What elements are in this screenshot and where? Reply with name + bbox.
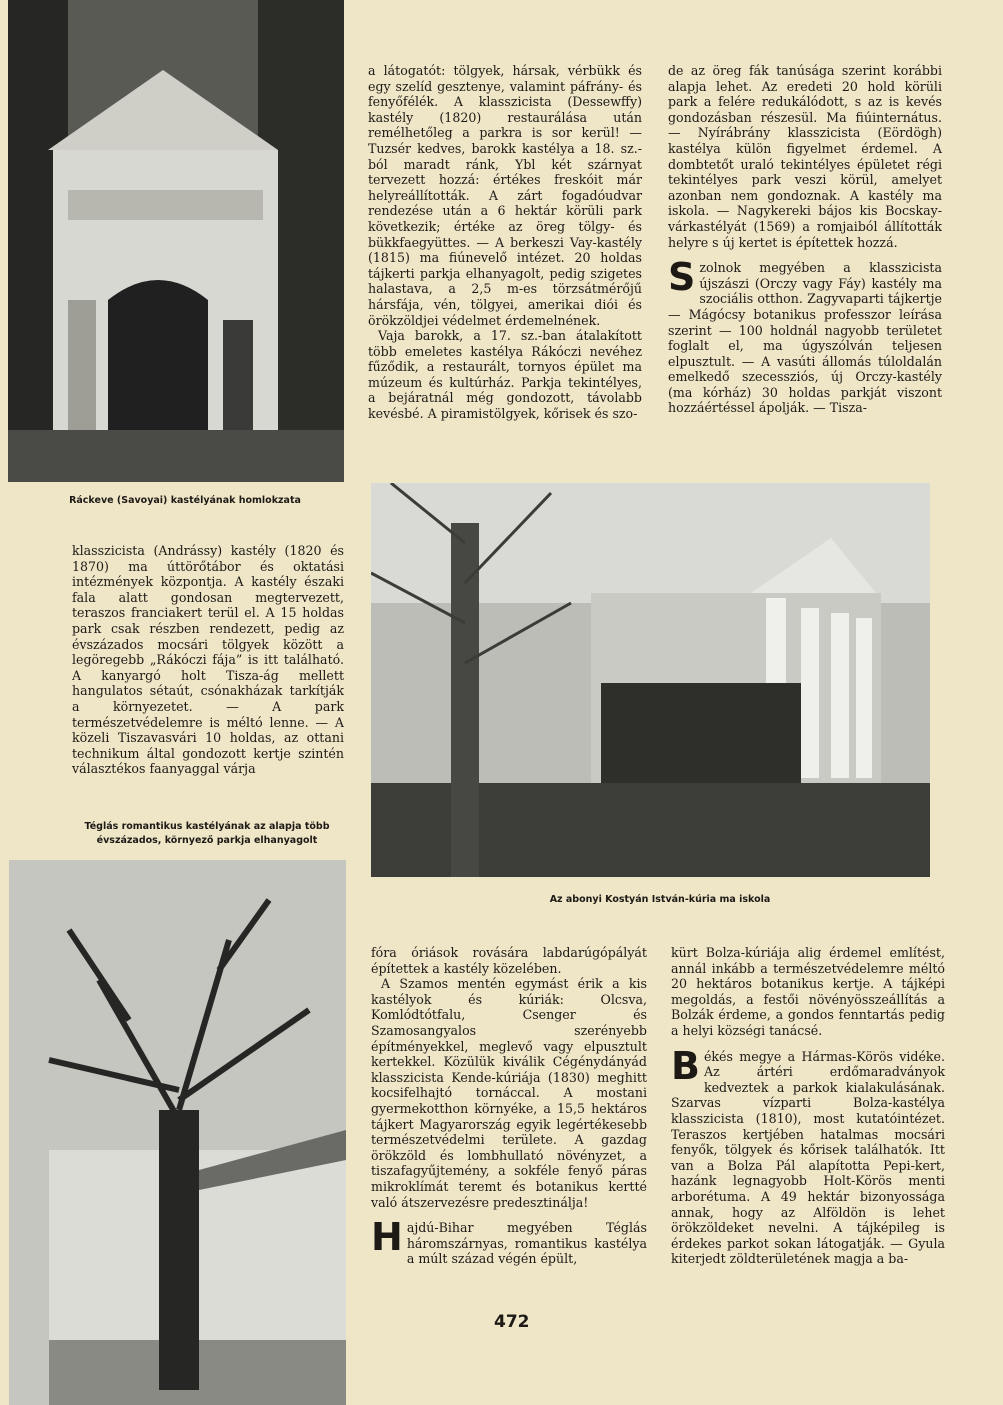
caption-abony: Az abonyi Kostyán István-kúria ma iskola xyxy=(549,894,771,905)
text-column-left-middle xyxy=(72,543,344,777)
text-column-bottom-right xyxy=(671,945,945,1267)
paragraph-szolnok: Szolnok megyében a klasszicista újszászi (Orczy vagy Fáy) kastély ma szociális otthon. Zagyvaparti tájkertje — Mágócsy botanikus professzor leírása szerint — 100 holdnál nagyobb területet foglalt el, ma úgyszólván teljesen elpusztult. — A vasúti állomás túloldalán emelkedő szecessziós, új Orczy-kastély (ma kórház) 30 holdas parkját viszont hozzáértéssel ápolják. — Tisza- xyxy=(668,255,942,416)
drop-cap: S xyxy=(668,255,696,300)
drop-cap: B xyxy=(671,1043,700,1088)
paragraph: kürt Bolza-kúriája alig érdemel említést, annál inkább a természetvédelemre méltó 20 hektáros botanikus kertje. A tájképi megoldás, a festői növényösszeállítás a Bolzák érdeme, a gondos fenntartás pedig a helyi községi tanácsé. xyxy=(671,945,945,1038)
paragraph-bekes: Békés megye a Hármas-Körös vidéke. Az ártéri erdőmaradványok kedveztek a parkok kialakulásának. Szarvas vízparti Bolza-kastélya klasszicista (1810), most kutatóintézet. Teraszos kertjében hatalmas mocsári fenyők, tölgyek és kőrisek találhatók. Itt van a Bolza Pál alapította Pepi-kert, hazánk legnagyobb Holt-Körös menti arborétuma. A 49 hektár bizonyossága annak, hogy az Alföldön is lehet örökzöldeket nevelni. A tájképileg is érdekes parkot sokan látogatják. — Gyula kiterjedt zöldterületének magja a ba- xyxy=(671,1043,945,1267)
text-column-top-middle xyxy=(368,63,642,422)
drop-cap: H xyxy=(371,1215,403,1260)
text-column-top-right xyxy=(668,63,942,416)
photo-rackeve-facade xyxy=(8,0,344,482)
paragraph: a látogatót: tölgyek, hársak, vérbükk és egy szelíd gesztenye, valamint páfrány- és fenyőfélék. A klasszicista (Dessewffy) kastély (1820) restaurálása után remélhetőleg a parkra is sor kerül! — Tuzsér kedves, barokk kastélya a 18. sz.-ból maradt ránk, Ybl két szárnyat tervezett hozzá: értékes freskóit már helyreállították. A zárt fogadóudvar rendezése után a 6 hektár körüli park következik; értéke az öreg tölgy- és bükkfaegyüttes. — A berkeszi Vay-kastély (1815) ma fiúnevelő intézet. 20 holdas tájkerti parkja elhanyagolt, pedig szigetes halastava, a 2,5 m-es törzsátmérőjű hársfája, vén, tölgyei, amerikai diói és örökzöldjei védelmet érdemelnének. xyxy=(368,63,642,328)
text-column-bottom-middle xyxy=(371,945,647,1267)
page-number: 472 xyxy=(494,1312,530,1332)
paragraph: A Szamos mentén egymást érik a kis kastélyok és kúriák: Olcsva, Komlódtótfalu, Csenger és Szamosangyalos szerényebb építményekkel, meglevő vagy elpusztult kertekkel. Közülük kiválik Cégénydányád klasszicista Kende-kúriája (1830) meghitt kocsifelhajtó tornáccal. A mostani gyermekotthon környéke, a 15,5 hektáros tájkert Magyarország egyik legértékesebb természetvédelmi területe. A gazdag örökzöld és lombhullató növényzet, a tiszafagyűjtemény, a sokféle fenyő páras mikroklímát teremt és botanikus kertté való átszervezésre predesztinálja! xyxy=(371,976,647,1210)
paragraph: klasszicista (Andrássy) kastély (1820 és 1870) ma úttörőtábor és oktatási intézmények központja. A kastély északi fala alatt gondosan megtervezett, teraszos franciakert terül el. A 15 holdas park csak részben rendezett, pedig az évszázados mocsári tölgyek között a legöregebb „Rákóczi fája” is itt található. A kanyargó holt Tisza-ág mellett hangulatos sétaút, csónakházak tarkítják a környezetet. — A park természetvédelemre is méltó lenne. — A közeli Tiszavasvári 10 holdas, az ottani technikum által gondozott kertje szintén választékos faanyaggal várja xyxy=(72,543,344,777)
caption-teglas: Téglás romantikus kastélyának az alapja több évszázados, környező parkja elhanyagolt xyxy=(84,821,330,846)
paragraph: fóra óriások rovására labdarúgópályát építettek a kastély közelében. xyxy=(371,945,647,976)
photo-teglas-manor xyxy=(9,860,346,1405)
paragraph: Vaja barokk, a 17. sz.-ban átalakított több emeletes kastélya Rákóczi nevéhez fűződik, a restaurált, tornyos épület ma múzeum és kultúrház. Parkja tekintélyes, a bejáratnál még gondozott, távolabb kevésbé. A piramistölgyek, kőrisek és szo- xyxy=(368,328,642,422)
paragraph: de az öreg fák tanúsága szerint korábbi alapja lehet. Az eredeti 20 hold körüli park a felére redukálódott, s az is kevés gondozásban részesül. Ma fiúinternátus. — Nyírábrány klasszicista (Eördögh) kastélya külön figyelmet érdemel. A dombtetőt uraló tekintélyes épületet régi tekintélyes park veszi körül, amelyet azonban nem gondoznak. A kastély ma iskola. — Nagykereki bájos kis Bocskay-várkastélyát (1569) a romjaiból állították helyre s új kertet is építettek hozzá. xyxy=(668,63,942,250)
paragraph-hajdu: Hajdú-Bihar megyében Téglás háromszárnyas, romantikus kastélya a múlt század végén épült, xyxy=(371,1215,647,1267)
photo-abony-kuria xyxy=(371,483,930,877)
caption-rackeve: Ráckeve (Savoyai) kastélyának homlokzata xyxy=(69,495,301,506)
